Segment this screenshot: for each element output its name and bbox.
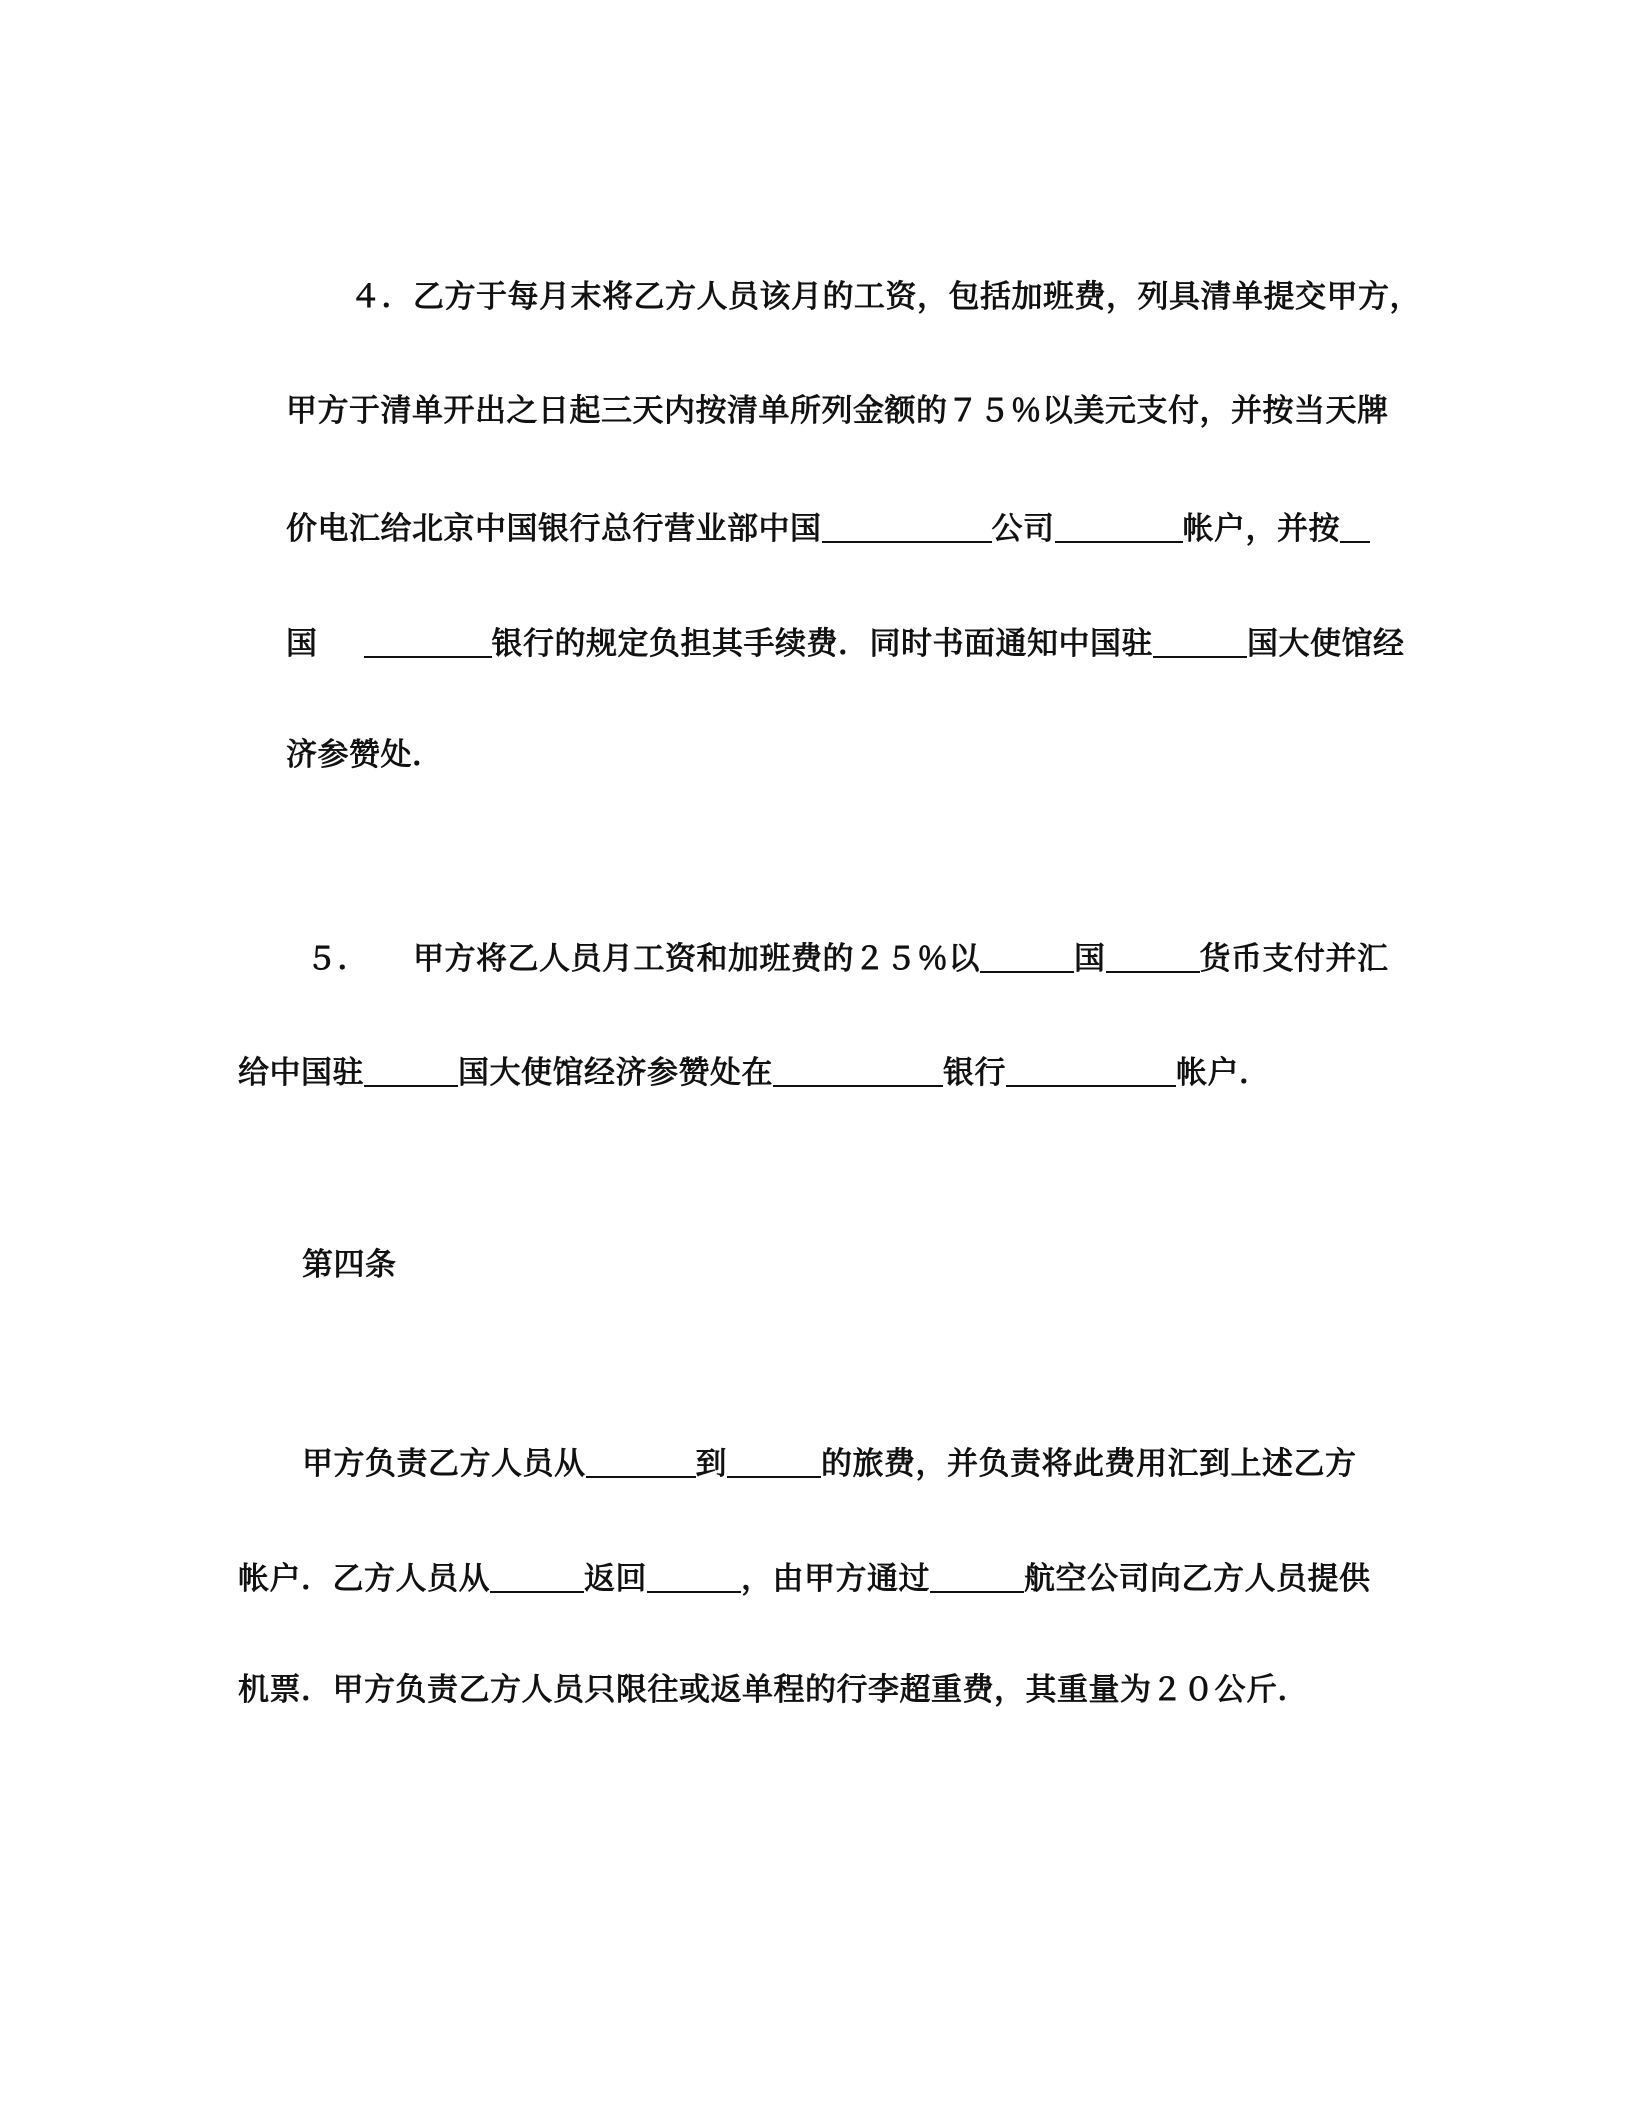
clause4-text-2: 甲方于清单开出之日起三天内按清单所列金额的７５％以美元支付，并按当天牌 <box>286 393 1389 429</box>
clause5-text-1c: 国 <box>1074 941 1106 977</box>
clause5-text-1b: 甲方将乙人员月工资和加班费的２５％以 <box>413 941 980 977</box>
embassy-country-blank-2[interactable] <box>364 1053 458 1087</box>
article4-text-2b: 返回 <box>584 1561 647 1597</box>
bank-company-blank[interactable] <box>822 509 992 543</box>
clause5-line1 <box>306 935 1389 979</box>
article4-text-3: 机票．甲方负责乙方人员只限往或返单程的行李超重费，其重量为２０公斤． <box>238 1672 1309 1708</box>
article4-text-1b: 到 <box>695 1446 727 1482</box>
travel-to-blank[interactable] <box>727 1444 821 1478</box>
clause5-number: ５． <box>306 941 369 977</box>
clause4-line2 <box>286 391 1389 431</box>
currency-blank[interactable] <box>1106 939 1200 973</box>
clause4-text-1: ４．乙方于每月末将乙方人员该月的工资，包括加班费，列具清单提交甲方， <box>350 279 1421 315</box>
clause4-line3 <box>286 505 1370 549</box>
clause4-line4 <box>286 620 1405 664</box>
country-blank-1[interactable] <box>1340 509 1370 543</box>
clause5-text-1d: 货币支付并汇 <box>1199 941 1389 977</box>
remit-account-blank[interactable] <box>1006 1053 1176 1087</box>
remit-bank-blank[interactable] <box>773 1053 943 1087</box>
clause4-text-3b: 公司 <box>991 511 1055 547</box>
article4-heading-line <box>302 1245 397 1285</box>
clause5-text-2a: 给中国驻 <box>238 1055 364 1091</box>
clause4-text-4b: 银行的规定负担其手续费．同时书面通知中国驻 <box>491 626 1153 662</box>
company-account-blank[interactable] <box>1055 509 1183 543</box>
clause4-text-5: 济参赞处． <box>286 737 444 773</box>
clause4-text-3a: 价电汇给北京中国银行总行营业部中国 <box>286 511 822 547</box>
article4-text-2a: 帐户．乙方人员从 <box>238 1561 490 1597</box>
return-from-blank[interactable] <box>490 1559 584 1593</box>
clause4-line5 <box>286 735 444 775</box>
clause4-text-4c: 国大使馆经 <box>1247 626 1405 662</box>
clause5-text-2b: 国大使馆经济参赞处在 <box>458 1055 773 1091</box>
article4-text-1c: 的旅费，并负责将此费用汇到上述乙方 <box>821 1446 1357 1482</box>
clause4-text-3c: 帐户，并按 <box>1182 511 1340 547</box>
article4-text-2c: ，由甲方通过 <box>741 1561 930 1597</box>
bank-name-blank[interactable] <box>364 624 492 658</box>
airline-blank[interactable] <box>930 1559 1024 1593</box>
clause4-text-4a: 国 <box>286 626 318 662</box>
embassy-country-blank-1[interactable] <box>1153 624 1247 658</box>
travel-from-blank[interactable] <box>586 1444 696 1478</box>
clause5-line2 <box>238 1049 1271 1093</box>
article4-text-2d: 航空公司向乙方人员提供 <box>1024 1561 1371 1597</box>
clause4-line1 <box>350 277 1421 317</box>
clause5-text-2c: 银行 <box>943 1055 1006 1091</box>
currency-country-blank[interactable] <box>980 939 1074 973</box>
article4-text-1a: 甲方负责乙方人员从 <box>302 1446 586 1482</box>
article4-heading: 第四条 <box>302 1247 397 1283</box>
article4-line2 <box>238 1555 1371 1599</box>
article4-line1 <box>302 1440 1357 1484</box>
clause5-text-2d: 帐户． <box>1176 1055 1271 1091</box>
article4-line3 <box>238 1670 1309 1710</box>
return-to-blank[interactable] <box>647 1559 741 1593</box>
